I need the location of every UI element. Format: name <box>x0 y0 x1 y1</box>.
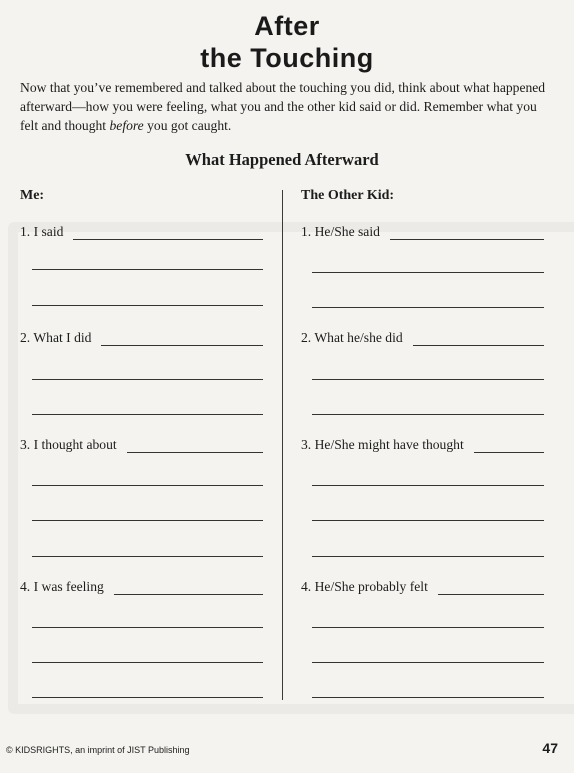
left-prompt-3[interactable] <box>20 435 263 453</box>
left-prompt-2-answer-line[interactable] <box>101 332 263 346</box>
right-prompt-2[interactable] <box>301 328 544 346</box>
right-prompt-2-answer-line[interactable] <box>413 332 544 346</box>
right-answer-line[interactable] <box>312 520 544 521</box>
right-answer-line[interactable] <box>312 485 544 486</box>
left-prompt-4-label: 4. I was feeling <box>20 579 104 594</box>
left-answer-line[interactable] <box>32 520 263 521</box>
column-divider <box>282 190 283 700</box>
left-prompt-3-label: 3. I thought about <box>20 437 117 452</box>
left-prompt-2-label: 2. What I did <box>20 330 92 345</box>
right-answer-line[interactable] <box>312 627 544 628</box>
left-answer-line[interactable] <box>32 556 263 557</box>
right-answer-line[interactable] <box>312 662 544 663</box>
left-answer-line[interactable] <box>32 414 263 415</box>
left-answer-line[interactable] <box>32 662 263 663</box>
left-prompt-3-answer-line[interactable] <box>127 439 263 453</box>
right-prompt-3-answer-line[interactable] <box>474 439 544 453</box>
section-heading: What Happened Afterward <box>185 150 379 169</box>
left-answer-line[interactable] <box>32 627 263 628</box>
intro-text-start: Now that you’ve remembered and talked about the touching you did, think about what happened afterward—how you were feeling, what you and the other kid said or did. Remember what you felt and thought <box>20 80 546 133</box>
page-title-line-2: the Touching <box>200 43 374 73</box>
left-prompt-1-answer-line[interactable] <box>73 226 263 240</box>
left-answer-line[interactable] <box>32 379 263 380</box>
right-prompt-4-label: 4. He/She probably felt <box>301 579 428 594</box>
page-number: 47 <box>542 740 558 756</box>
right-prompt-1-answer-line[interactable] <box>390 226 544 240</box>
right-answer-line[interactable] <box>312 556 544 557</box>
left-prompt-4-answer-line[interactable] <box>114 581 263 595</box>
left-prompt-2[interactable] <box>20 328 263 346</box>
bleed-through-box <box>8 222 574 714</box>
right-answer-line[interactable] <box>312 379 544 380</box>
right-prompt-4-answer-line[interactable] <box>438 581 544 595</box>
intro-text-end: you got caught. <box>143 118 232 133</box>
left-answer-line[interactable] <box>32 269 263 270</box>
right-prompt-3[interactable] <box>301 435 544 453</box>
right-prompt-4[interactable] <box>301 577 544 595</box>
intro-paragraph <box>20 78 550 135</box>
left-answer-line[interactable] <box>32 305 263 306</box>
page-title-line-1: After <box>254 11 320 41</box>
left-column-heading: Me: <box>20 188 45 203</box>
right-column-heading: The Other Kid: <box>301 188 395 203</box>
right-answer-line[interactable] <box>312 272 544 273</box>
right-answer-line[interactable] <box>312 307 544 308</box>
right-prompt-3-label: 3. He/She might have thought <box>301 437 464 452</box>
right-prompt-1-label: 1. He/She said <box>301 224 380 239</box>
right-answer-line[interactable] <box>312 697 544 698</box>
right-answer-line[interactable] <box>312 414 544 415</box>
page-title <box>0 10 574 74</box>
footer-credit: © KIDSRIGHTS, an imprint of JIST Publishing <box>6 745 190 755</box>
left-prompt-1-label: 1. I said <box>20 224 64 239</box>
left-answer-line[interactable] <box>32 697 263 698</box>
intro-emphasis: before <box>109 118 144 133</box>
left-prompt-4[interactable] <box>20 577 263 595</box>
left-answer-line[interactable] <box>32 485 263 486</box>
right-prompt-1[interactable] <box>301 222 544 240</box>
right-prompt-2-label: 2. What he/she did <box>301 330 403 345</box>
left-prompt-1[interactable] <box>20 222 263 240</box>
